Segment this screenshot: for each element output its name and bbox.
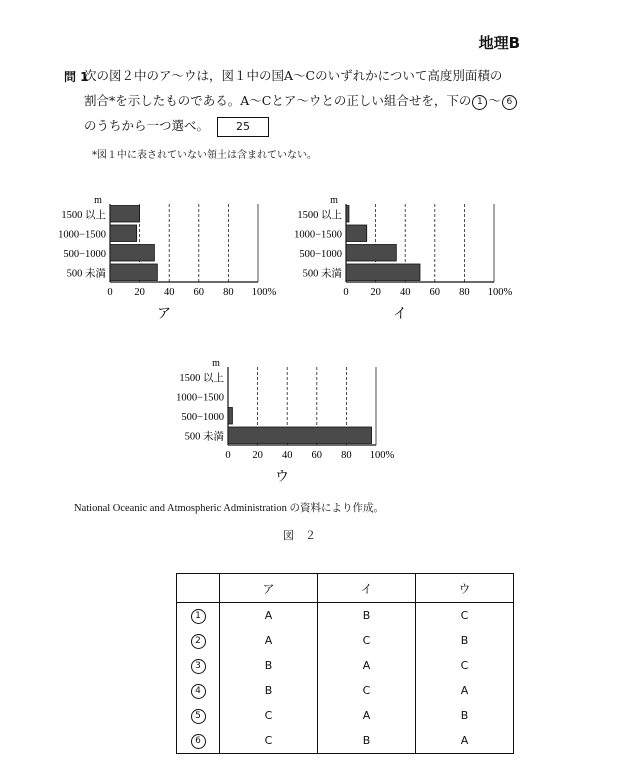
cell-u-cell [416, 728, 514, 754]
cell-a: B [264, 684, 273, 697]
bar [228, 427, 372, 444]
cell-u: B [460, 634, 469, 647]
cell-a-cell [220, 728, 318, 754]
cell-a: B [264, 659, 273, 672]
cell-i: A [362, 709, 371, 722]
cell-i: C [362, 634, 371, 647]
table-row [177, 678, 514, 703]
header-cell-a: ア [220, 574, 318, 603]
choice-number: 2 [191, 634, 206, 649]
cell-u-cell [416, 603, 514, 629]
cell-i: B [362, 609, 371, 622]
bar [228, 408, 232, 425]
choice-number-cell [177, 628, 220, 653]
choice-number: 4 [191, 684, 206, 699]
cell-u: C [460, 609, 469, 622]
choice-number-cell [177, 703, 220, 728]
category-label: 500−1000 [181, 411, 224, 423]
chart-title: ウ [275, 469, 289, 485]
cell-u-cell [416, 678, 514, 703]
cell-a-cell [220, 703, 318, 728]
bar [346, 225, 367, 242]
table-row [177, 653, 514, 678]
x-tick-label: 40 [281, 450, 293, 461]
table-row [177, 703, 514, 728]
question-number: 問 1 [64, 70, 89, 84]
bar [346, 264, 420, 281]
cell-a-cell [220, 603, 318, 629]
category-label: 1000−1500 [58, 229, 106, 241]
cell-a-cell [220, 628, 318, 653]
bar [346, 206, 349, 223]
chart-i [276, 192, 536, 327]
cell-u: A [460, 734, 469, 747]
category-label: 1000−1500 [176, 392, 224, 404]
cell-i-cell [318, 653, 416, 678]
y-unit-label: m [212, 358, 220, 369]
cell-a-cell [220, 653, 318, 678]
cell-a: C [264, 709, 273, 722]
footnote: *図１中に表されていない領土は含まれていない。 [92, 150, 317, 161]
choice-number-cell [177, 728, 220, 754]
header-cell-i: イ [318, 574, 416, 603]
x-tick-label: 0 [225, 450, 231, 461]
bar [346, 245, 396, 262]
category-label: 500 未満 [302, 268, 342, 280]
x-tick-label: 60 [311, 450, 323, 461]
range-start-circle: 1 [472, 95, 487, 110]
cell-i-cell [318, 628, 416, 653]
header-cell-u: ウ [416, 574, 514, 603]
x-tick-label: 100% [251, 287, 277, 298]
source-note: National Oceanic and Atmospheric Administration の資料により作成。 [74, 503, 384, 514]
cell-a: A [264, 634, 273, 647]
y-unit-label: m [94, 195, 102, 206]
y-unit-label: m [330, 195, 338, 206]
range-end-circle: 6 [502, 95, 517, 110]
x-tick-label: 100% [487, 287, 513, 298]
bar [110, 245, 154, 262]
choices-table [176, 573, 514, 754]
category-label: 500 未満 [184, 431, 224, 443]
x-tick-label: 20 [370, 287, 381, 298]
cell-u-cell [416, 653, 514, 678]
question-text-line-2 [84, 91, 518, 111]
category-label: 500 未満 [66, 268, 106, 280]
subject-title: 地理B [478, 34, 520, 52]
x-tick-label: 60 [429, 287, 441, 298]
x-tick-label: 100% [369, 450, 395, 461]
x-tick-label: 80 [223, 287, 234, 298]
range-separator: ～ [488, 93, 501, 108]
x-tick-label: 60 [193, 287, 205, 298]
table-row [177, 728, 514, 754]
cell-u-cell [416, 703, 514, 728]
cell-u: B [460, 709, 469, 722]
table-row [177, 628, 514, 653]
x-tick-label: 40 [399, 287, 411, 298]
chart-title: ア [157, 306, 171, 322]
x-tick-label: 20 [252, 450, 263, 461]
question-text-line-3-body: のうちから一つ選べ。 [84, 118, 210, 133]
cell-u: A [460, 684, 469, 697]
cell-i-cell [318, 678, 416, 703]
table-row [177, 603, 514, 629]
question-text-line-1: 次の図２中のア～ウは，図１中の国A～Cのいずれかについて高度別面積の [84, 68, 503, 83]
choice-number-cell [177, 653, 220, 678]
chart-u [158, 355, 418, 490]
cell-u: C [460, 659, 469, 672]
category-label: 1500 以上 [297, 209, 342, 221]
header-cell-empty [177, 574, 220, 603]
figure-caption: 図 ２ [283, 529, 316, 542]
cell-i-cell [318, 703, 416, 728]
x-tick-label: 40 [163, 287, 175, 298]
choice-number: 6 [191, 734, 206, 749]
choices-header-row [177, 574, 514, 603]
cell-a-cell [220, 678, 318, 703]
category-label: 1500 以上 [179, 372, 224, 384]
x-tick-label: 0 [107, 287, 113, 298]
choice-number: 1 [191, 609, 206, 624]
choice-number-cell [177, 678, 220, 703]
cell-i-cell [318, 728, 416, 754]
bar [110, 225, 137, 242]
choice-number: 5 [191, 709, 206, 724]
category-label: 500−1000 [63, 248, 106, 260]
choice-number: 3 [191, 659, 206, 674]
cell-a: A [264, 609, 273, 622]
cell-i: C [362, 684, 371, 697]
cell-a: C [264, 734, 273, 747]
x-tick-label: 80 [459, 287, 470, 298]
x-tick-label: 20 [134, 287, 145, 298]
cell-i: A [362, 659, 371, 672]
question-text-line-2-body: 割合*を示したものである。A～Cとア～ウとの正しい組合せを，下の [84, 93, 472, 108]
category-label: 1000−1500 [294, 229, 342, 241]
cell-i-cell [318, 603, 416, 629]
bar [110, 206, 140, 223]
category-label: 1500 以上 [61, 209, 106, 221]
bar [110, 264, 157, 281]
x-tick-label: 80 [341, 450, 352, 461]
category-label: 500−1000 [299, 248, 342, 260]
x-tick-label: 0 [343, 287, 349, 298]
question-text-line-3 [84, 116, 269, 137]
cell-u-cell [416, 628, 514, 653]
answer-number-box: 25 [217, 117, 269, 137]
cell-i: B [362, 734, 371, 747]
choice-number-cell [177, 603, 220, 629]
chart-title: イ [393, 306, 407, 322]
chart-a [40, 192, 300, 327]
